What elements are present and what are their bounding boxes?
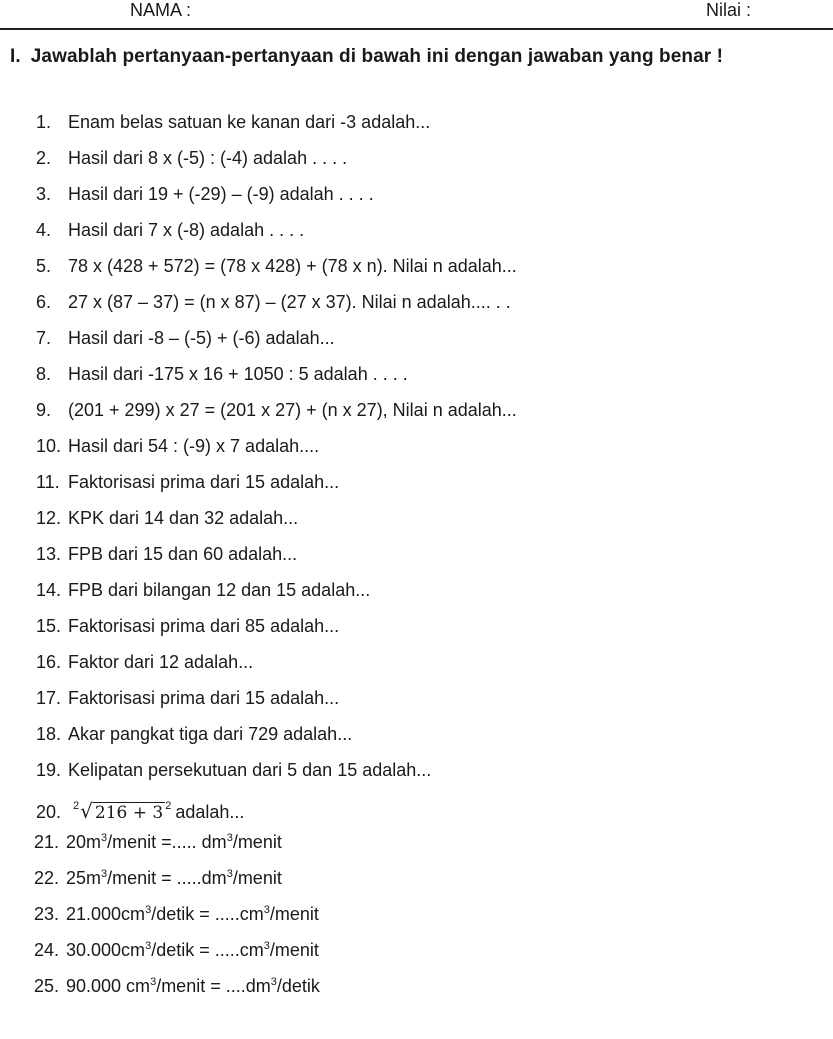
question-text: Hasil dari 7 x (-8) adalah . . . .: [68, 220, 305, 240]
question-item: [36, 468, 339, 496]
question-number: 18.: [36, 724, 62, 744]
question-number: 14.: [36, 580, 62, 600]
question-text: 78 x (428 + 572) = (78 x 428) + (78 x n). Nilai n adalah...: [68, 256, 517, 276]
unit-end: /menit: [269, 904, 319, 924]
unit-value: 20m: [66, 832, 102, 852]
question-item: [36, 720, 352, 748]
unit-question-item: [34, 972, 320, 1000]
section-number: I.: [10, 46, 21, 67]
square-root-expression: [73, 792, 171, 827]
question-number: 3.: [36, 184, 52, 204]
name-label: NAMA :: [130, 0, 192, 20]
question-number: 4.: [36, 220, 52, 240]
unit-exponent: 3: [226, 832, 233, 844]
unit-end: /menit: [232, 832, 282, 852]
question-number: 23.: [34, 904, 60, 924]
question-item: [36, 612, 339, 640]
question-number: 17.: [36, 688, 62, 708]
question-text: FPB dari 15 dan 60 adalah...: [68, 544, 298, 564]
unit-exponent: 3: [226, 868, 233, 880]
question-text: Enam belas satuan ke kanan dari -3 adalah...: [68, 112, 431, 132]
question-number: 25.: [34, 976, 60, 996]
question-number: 7.: [36, 328, 52, 348]
question-number: 1.: [36, 112, 52, 132]
question-number: 2.: [36, 148, 52, 168]
question-item: [36, 432, 319, 460]
question-number: 22.: [34, 868, 60, 888]
unit-middle: /menit =..... dm: [107, 832, 227, 852]
question-text: Faktor dari 12 adalah...: [68, 652, 254, 672]
header-bar: [0, 0, 833, 30]
unit-question-item: [34, 864, 282, 892]
unit-value: 30.000cm: [66, 940, 146, 960]
question-item: [36, 540, 297, 568]
question-item-root: [36, 792, 245, 823]
instruction-text: Jawablah pertanyaan-pertanyaan di bawah ini dengan jawaban yang benar !: [30, 46, 724, 67]
exponent: 2: [165, 800, 172, 812]
question-item: [36, 360, 408, 388]
unit-exponent: 3: [101, 868, 108, 880]
question-item: [36, 504, 298, 532]
question-text: Hasil dari 8 x (-5) : (-4) adalah . . . .: [68, 148, 348, 168]
radical-sign: √: [80, 799, 93, 823]
question-text: Kelipatan persekutuan dari 5 dan 15 adalah...: [68, 760, 432, 780]
question-text: Hasil dari -175 x 16 + 1050 : 5 adalah . . . .: [68, 364, 408, 384]
unit-question-item: [34, 900, 319, 928]
question-text: Hasil dari 54 : (-9) x 7 adalah....: [68, 436, 320, 456]
unit-middle: /menit = ....dm: [156, 976, 271, 996]
radicand: 216 + 3: [94, 803, 164, 823]
question-item: [36, 396, 517, 424]
unit-middle: /menit = .....dm: [107, 868, 227, 888]
score-label: Nilai :: [706, 0, 752, 20]
question-number: 24.: [34, 940, 60, 960]
question-text: Faktorisasi prima dari 85 adalah...: [68, 616, 340, 636]
question-number: 19.: [36, 760, 62, 780]
question-item: [36, 108, 430, 136]
unit-middle: /detik = .....cm: [151, 904, 264, 924]
unit-exponent: 3: [263, 940, 270, 952]
section-instruction: [10, 46, 723, 68]
unit-exponent: 3: [101, 832, 108, 844]
question-text: 27 x (87 – 37) = (n x 87) – (27 x 37). Nilai n adalah.... . .: [68, 292, 511, 312]
question-text: KPK dari 14 dan 32 adalah...: [68, 508, 299, 528]
question-text: Akar pangkat tiga dari 729 adalah...: [68, 724, 353, 744]
unit-exponent: 3: [263, 904, 270, 916]
question-number: 10.: [36, 436, 62, 456]
question-item: [36, 756, 431, 784]
unit-exponent: 3: [145, 904, 152, 916]
question-number: 9.: [36, 400, 52, 420]
unit-exponent: 3: [145, 940, 152, 952]
question-item: [36, 324, 335, 352]
unit-exponent: 3: [150, 976, 157, 988]
unit-end: /detik: [276, 976, 320, 996]
question-item: [36, 252, 517, 280]
unit-end: /menit: [232, 868, 282, 888]
question-number: 16.: [36, 652, 62, 672]
question-number: 8.: [36, 364, 52, 384]
question-number: 12.: [36, 508, 62, 528]
question-number: 13.: [36, 544, 62, 564]
question-text: Hasil dari -8 – (-5) + (-6) adalah...: [68, 328, 335, 348]
question-number: 20.: [36, 802, 62, 822]
unit-exponent: 3: [270, 976, 277, 988]
question-text: adalah...: [175, 802, 245, 822]
question-text: FPB dari bilangan 12 dan 15 adalah...: [68, 580, 371, 600]
unit-question-item: [34, 828, 282, 856]
unit-value: 25m: [66, 868, 102, 888]
question-text: Faktorisasi prima dari 15 adalah...: [68, 472, 340, 492]
question-number: 11.: [36, 472, 60, 492]
question-text: Hasil dari 19 + (-29) – (-9) adalah . . . .: [68, 184, 374, 204]
question-item: [36, 180, 374, 208]
question-text: Faktorisasi prima dari 15 adalah...: [68, 688, 340, 708]
unit-end: /menit: [269, 940, 319, 960]
question-number: 15.: [36, 616, 62, 636]
question-number: 6.: [36, 292, 52, 312]
question-item: [36, 684, 339, 712]
question-item: [36, 144, 347, 172]
question-item: [36, 648, 253, 676]
question-item: [36, 576, 370, 604]
unit-middle: /detik = .....cm: [151, 940, 264, 960]
question-number: 5.: [36, 256, 52, 276]
unit-value: 21.000cm: [66, 904, 146, 924]
unit-question-item: [34, 936, 319, 964]
unit-value: 90.000 cm: [66, 976, 151, 996]
question-item: [36, 288, 511, 316]
root-index: 2: [73, 800, 80, 812]
question-item: [36, 216, 304, 244]
question-text: (201 + 299) x 27 = (201 x 27) + (n x 27), Nilai n adalah...: [68, 400, 517, 420]
question-number: 21.: [34, 832, 60, 852]
